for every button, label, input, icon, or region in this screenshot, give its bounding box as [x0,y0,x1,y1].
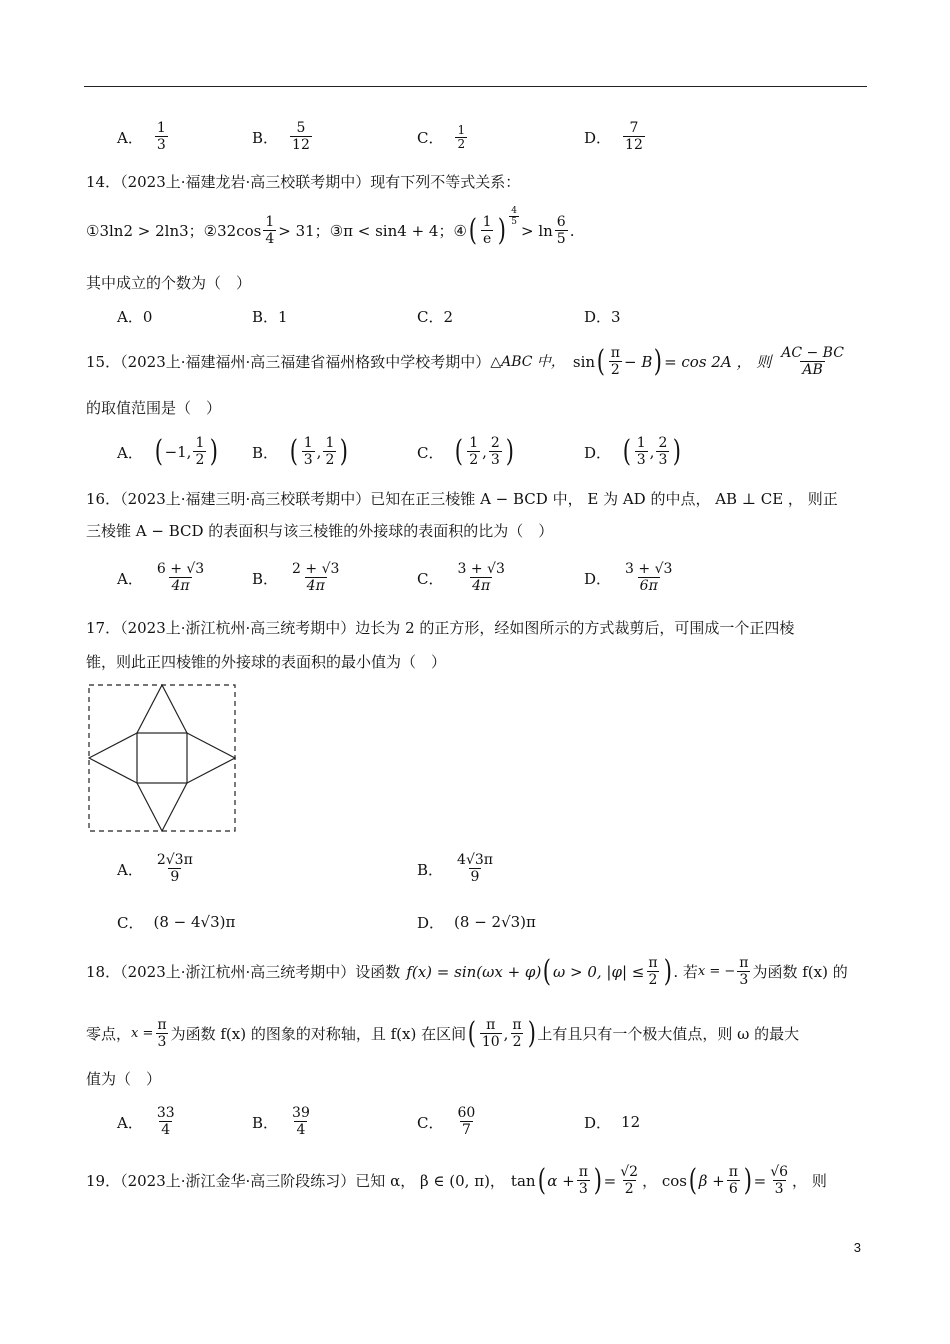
period: . [569,222,575,240]
denominator: 2 [195,452,205,468]
left-paren: ( [468,213,477,248]
numerator: 1 [303,435,313,451]
zero-text: 零点， [86,1025,132,1043]
option-c[interactable] [117,902,235,942]
option-b[interactable]: B． ( $\frac{1}{3}$ , $\frac{1}{2}$ ) [252,434,349,469]
right-paren: ) [210,434,219,469]
option-value: (8 − 4√3)π [153,913,236,931]
denominator: 2 [457,136,466,151]
inequality-2-left: ②32cos [203,222,262,240]
cos: ， cos [642,1172,687,1190]
left-paren: ( [455,434,464,469]
numerator: 3 + √3 [457,561,505,577]
left-paren: ( [543,954,552,989]
option-a[interactable] [117,117,170,157]
option-label: D． [417,913,445,932]
option-label: C． [417,128,444,147]
dashed-square [89,685,235,831]
option-label: D． [584,128,612,147]
option-a[interactable] [117,558,208,598]
condition: ω > 0, |φ| ≤ [553,963,645,981]
option-b[interactable] [252,117,314,157]
triangle-text: △ABC 中， [490,354,565,370]
option-label: D． [584,443,612,462]
x-eq: x = − [697,964,736,979]
option-label: C． [417,569,444,588]
numerator: 1 [195,435,205,451]
inequality-3: ③π < sin4 + 4； [329,222,454,240]
right-paren: ) [527,1016,536,1051]
numerator: 2 [490,435,500,451]
option-b[interactable] [417,849,497,889]
minus-b: − B [623,353,653,371]
denominator: AB [802,362,823,378]
denominator: 9 [170,869,180,885]
denominator: 3 [578,1181,588,1197]
numerator: π [157,1017,167,1033]
option-label: C． [117,913,144,932]
function-def: f(x) = sin(ωx + φ) [406,963,542,981]
inner-square [137,733,187,783]
equals: = [603,1172,617,1190]
option-label: A． [117,128,143,147]
denominator: 3 [157,1034,167,1050]
beta-plus: β + [698,1172,725,1190]
numerator: 33 [156,1105,175,1121]
left-paren: ( [289,434,298,469]
left-paren: ( [688,1163,697,1198]
numerator: 3 + √3 [625,561,673,577]
then-text: ， 则 [792,1172,827,1190]
option-label: B． [252,443,279,462]
sin: sin [572,353,596,371]
denominator: 7 [461,1122,471,1138]
option-label: A． [117,569,143,588]
q18-line-1 [86,948,848,996]
denominator: 3 [658,452,668,468]
numerator: 1 [156,120,166,136]
q17-line-1: 17．（2023上·浙江杭州·高三统考期中）边长为 2 的正方形，经如图所示的方式裁剪后，可围成一个正四棱 [86,619,795,637]
option-c[interactable] [417,117,469,157]
numerator: 1 [457,122,466,137]
denominator: 2 [512,1034,522,1050]
denominator: 12 [625,137,643,153]
denominator: 4π [171,578,190,594]
left-triangle [89,733,137,783]
inequality-4-label: ④ [453,222,467,240]
denominator: 4 [265,231,275,247]
q13-options [0,117,950,157]
numerator: √6 [770,1164,789,1180]
option-c[interactable] [417,558,509,598]
denominator: 2 [610,362,620,378]
bottom-triangle [137,783,187,831]
numerator: 1 [482,214,492,230]
source: 19．（2023上·浙江金华·高三阶段练习）已知 α， β ∈ (0, π)， [86,1172,505,1190]
option-label: B． [417,860,444,879]
source: 18．（2023上·浙江杭州·高三统考期中）设函数 [86,963,401,981]
axis-text: 为函数 f(x) 的图象的对称轴，且 f(x) 在区间 [170,1025,467,1043]
numerator: 1 [265,214,275,230]
numerator: π [728,1164,738,1180]
q18-options [0,1102,950,1142]
header-rule [84,86,867,87]
denominator: 3 [490,452,500,468]
exp-num: 4 [511,206,517,216]
numerator: π [648,955,658,971]
option-label: A． [117,1113,143,1132]
numerator: √2 [620,1164,639,1180]
right-paren: ) [743,1163,752,1198]
denominator: 10 [481,1034,500,1050]
denominator: 2 [325,452,335,468]
denominator: 3 [303,452,313,468]
numerator: 1 [636,435,646,451]
q15-stem [86,340,848,384]
q16-line-2: 三棱锥 A − BCD 的表面积与该三棱锥的外接球的表面积的比为（ ） [86,522,554,540]
numerator: 60 [457,1105,476,1121]
q18-line-3: 值为（ ） [86,1070,162,1088]
interval-left: −1, [164,443,192,461]
option-label: B． [252,569,279,588]
q14-options [0,296,950,336]
option-label: B． [252,128,279,147]
left-paren: ( [154,434,163,469]
right-paren: ) [673,434,682,469]
q14-inequalities [86,206,575,256]
q17-line-2: 锥，则此正四棱锥的外接球的表面积的最小值为（ ） [86,653,447,671]
right-paren: ) [663,954,672,989]
option-c[interactable]: C． ( $\frac{1}{2}$ , $\frac{2}{3}$ ) [417,434,514,469]
numerator: 2 [658,435,668,451]
numerator: 7 [629,120,639,136]
alpha-plus: α + [547,1172,575,1190]
numerator: 5 [296,120,306,136]
option-b[interactable]: B．1 [252,307,288,326]
x-eq: x = [131,1026,154,1041]
option-a[interactable] [117,1102,179,1142]
option-label: D． [584,569,612,588]
numerator: 6 + √3 [156,561,205,577]
top-triangle [137,685,187,733]
numerator: 2√3π [156,852,193,868]
numerator: 39 [292,1105,310,1121]
exp-den: 5 [511,217,517,227]
denominator: 5 [556,231,566,247]
option-a[interactable]: A．0 [117,307,153,326]
inequality-1: ①3ln2 > 2ln3； [86,222,204,240]
q14-tail: 其中成立的个数为（ ） [86,274,252,292]
numerator: 6 [556,214,566,230]
denominator: 12 [292,137,310,153]
function-of-text: 为函数 f(x) 的 [752,963,848,981]
denominator: 3 [636,452,646,468]
option-b[interactable] [252,1102,314,1142]
denominator: 4 [296,1122,306,1138]
q17-options-row-1 [0,849,950,889]
right-triangle [187,733,235,783]
right-paren: ) [505,434,514,469]
right-paren: ) [340,434,349,469]
denominator: 2 [648,972,658,988]
option-d[interactable]: D．3 [584,307,621,326]
option-d[interactable] [417,902,536,942]
option-d[interactable]: D． ( $\frac{1}{3}$ , $\frac{2}{3}$ ) [584,434,682,469]
option-label: C． [417,443,444,462]
numerator: π [739,955,749,971]
numerator: π [610,345,620,361]
option-c[interactable]: C．2 [417,307,454,326]
if-text: . 若 [673,963,698,981]
left-paren: ( [537,1163,546,1198]
right-paren: ) [497,213,506,248]
option-value: 12 [621,1113,641,1131]
q15-options [0,432,950,476]
denominator: 4 [161,1122,171,1138]
denominator: 4π [306,578,325,594]
q16-options [0,558,950,598]
denominator: 6 [728,1181,738,1197]
square-cut-figure [88,684,238,834]
denominator: 2 [469,452,479,468]
tan: tan [510,1172,536,1190]
max-text: 上有且只有一个极大值点，则 ω 的最大 [537,1025,800,1043]
q19-line-1 [86,1157,827,1205]
comma: , [503,1025,509,1043]
source: 15．（2023上·福建福州·高三福建省福州格致中学校考期中） [86,353,491,371]
option-d[interactable] [584,117,647,157]
page-number: 3 [853,1240,861,1255]
numerator: π [486,1017,496,1033]
left-paren: ( [596,344,606,379]
q15-tail: 的取值范围是（ ） [86,399,222,417]
option-d[interactable] [584,558,676,598]
option-label: A． [117,860,143,879]
option-label: A． [117,443,143,462]
right-paren: ) [593,1163,602,1198]
q14-stem: 14．（2023上·福建龙岩·高三校联考期中）现有下列不等式关系： [86,173,521,191]
numerator: 1 [469,435,479,451]
option-d[interactable] [584,1102,640,1142]
left-paren: ( [622,434,631,469]
denominator: 3 [156,137,166,153]
denominator: 6π [639,578,658,594]
q16-line-1: 16．（2023上·福建三明·高三校联考期中）已知在正三棱锥 A − BCD 中， E 为 AD 的中点， AB ⊥ CE ， 则正 [86,490,838,508]
numerator: AC − BC [781,345,844,361]
denominator: e [482,231,492,247]
q18-line-2 [86,1010,799,1058]
numerator: 1 [325,435,335,451]
denominator: 3 [739,972,749,988]
denominator: 4π [472,578,491,594]
denominator: 3 [774,1181,784,1197]
option-a[interactable] [117,849,197,889]
exponent [509,206,519,227]
denominator: 9 [470,869,480,885]
numerator: π [578,1164,588,1180]
inequality-4-right: > ln [521,222,553,240]
option-value: (8 − 2√3)π [454,913,536,931]
option-a[interactable] [117,432,220,472]
numerator: 2 + √3 [292,561,340,577]
numerator: π [512,1017,522,1033]
option-label: B． [252,1113,279,1132]
right-paren: ) [654,344,663,379]
option-c[interactable] [417,1102,479,1142]
option-b[interactable] [252,558,343,598]
left-paren: ( [467,1016,477,1051]
equals: = [753,1172,767,1190]
q17-options-row-2 [0,902,950,942]
equation-right: = cos 2A ， 则 [664,353,772,371]
option-label: C． [417,1113,444,1132]
denominator: 2 [624,1181,634,1197]
numerator: 4√3π [457,852,493,868]
option-label: D． [584,1113,612,1132]
inequality-2-right: > 31； [278,222,330,240]
